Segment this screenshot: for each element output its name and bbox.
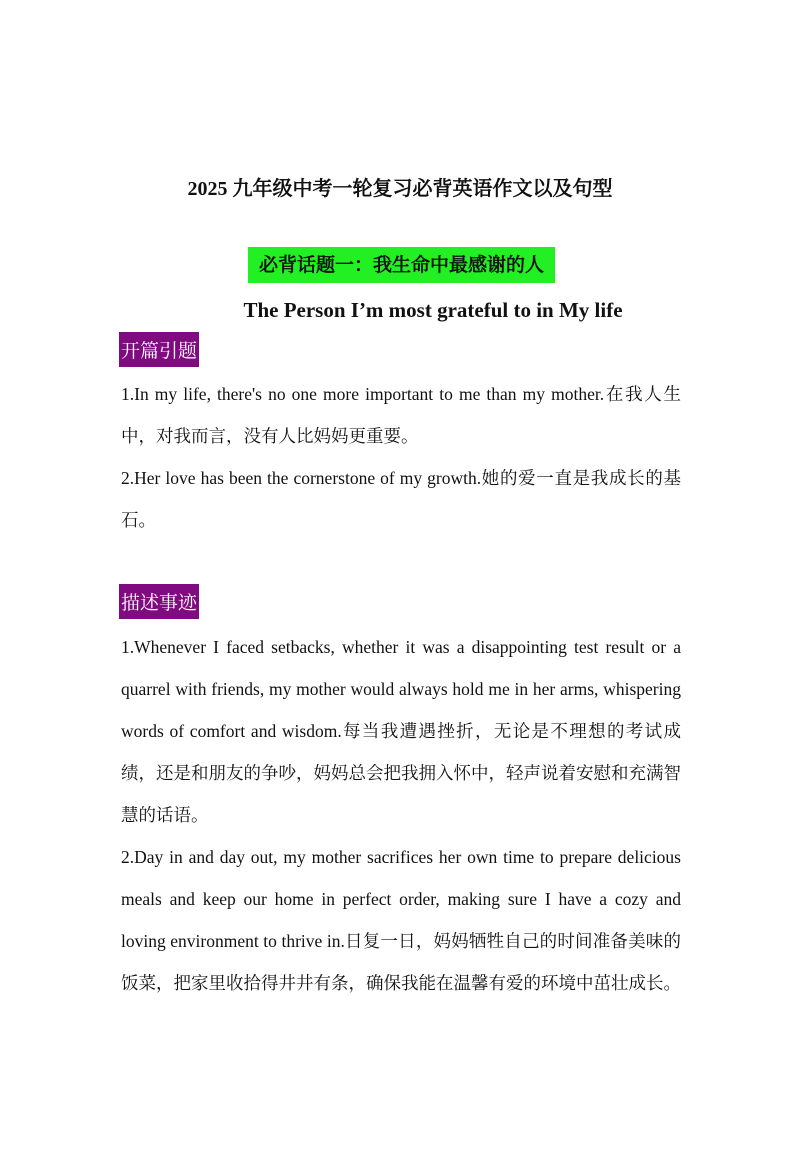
- topic-heading: 必背话题一：我生命中最感谢的人: [248, 247, 555, 283]
- sentence-item: 2.Her love has been the cornerstone of my growth.她的爱一直是我成长的基石。: [121, 468, 681, 530]
- sentence-item: 1.Whenever I faced setbacks, whether it was a disappointing test result or a quarrel with friends, my mother would always hold me in her arms, whispering words of comfort and wisdom.每当我遭遇挫折，无论是不理想的考试成绩，还是和朋友的争吵，妈妈总会把我拥入怀中，轻声说着安慰和充满智慧的话语。: [121, 637, 681, 825]
- section-heading-events: 描述事迹: [119, 584, 199, 619]
- sentence-item: 1.In my life, there's no one more important to me than my mother.在我人生中，对我而言，没有人比妈妈更重要。: [121, 384, 681, 446]
- essay-title: The Person I’m most grateful to in My life: [243, 298, 623, 322]
- section-heading-opening: 开篇引题: [119, 332, 199, 367]
- document-title: 2025 九年级中考一轮复习必背英语作文以及句型: [187, 178, 613, 200]
- sentence-item: 2.Day in and day out, my mother sacrifices her own time to prepare delicious meals and keep our home in perfect order, making sure I have a cozy and loving environment to thrive in.日复一日，妈妈牺牲自己的时间准备美味的饭菜，把家里收拾得井井有条，确保我能在温馨有爱的环境中茁壮成长。: [121, 847, 681, 993]
